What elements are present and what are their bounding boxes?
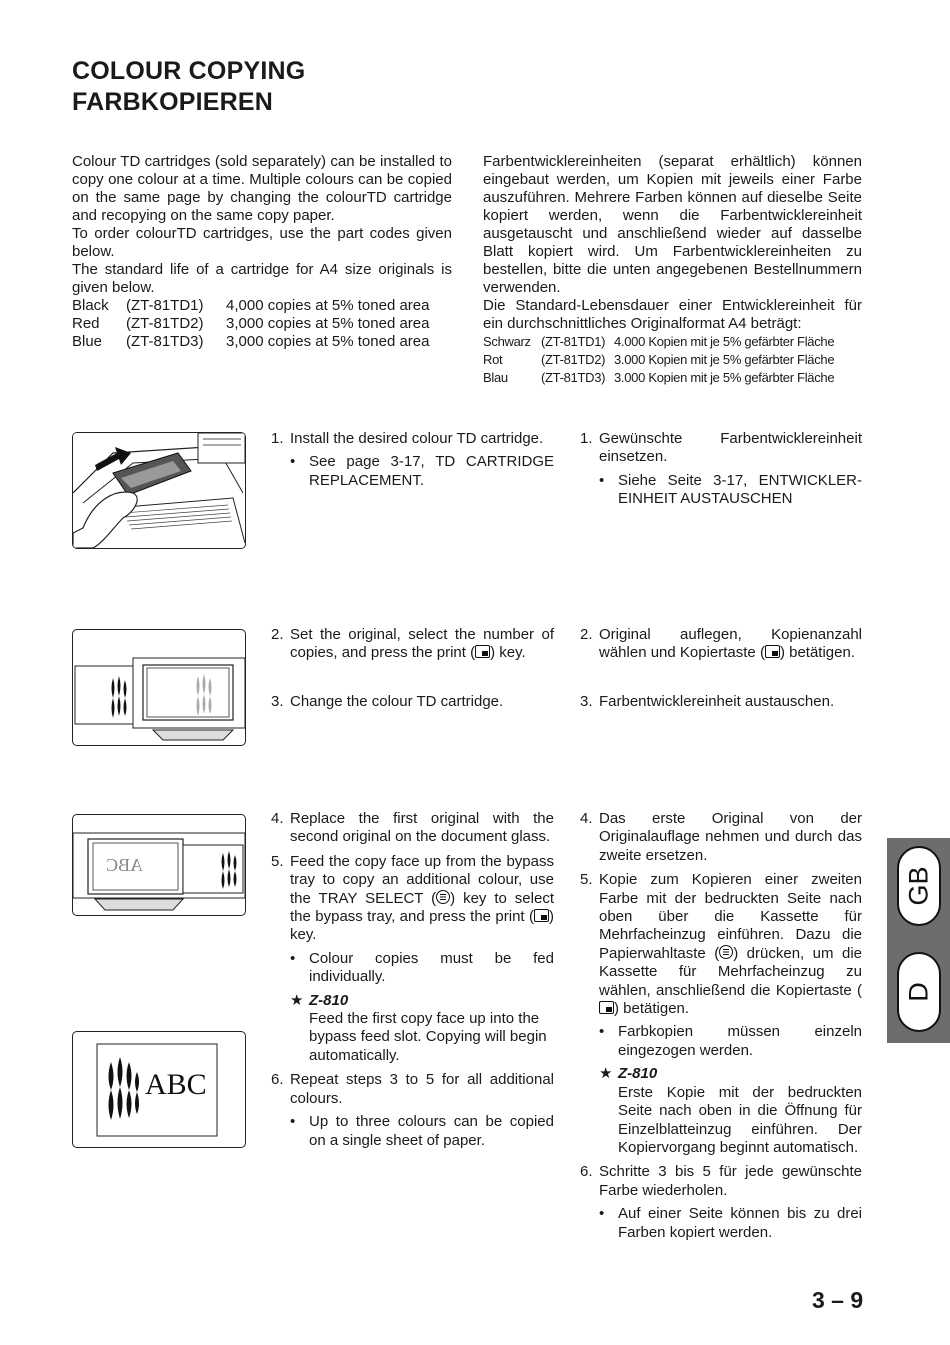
steps-en-4-6 xyxy=(271,810,554,1150)
print-key-icon xyxy=(534,909,549,922)
star-icon: ★ xyxy=(599,1065,613,1083)
step-6-de: 6. Schritte 3 bis 5 für jede gewünschte Farbe wiederholen. xyxy=(580,1163,862,1199)
table-row: Blue (ZT-81TD3) 3,000 copies at 5% toned area xyxy=(72,333,430,350)
intro-de-p2: Die Standard-Lebensdauer einer Entwicklereinheit für ein durchschnittliches Originalformat A4 beträgt: xyxy=(483,297,862,332)
step-3-en: 3. Change the colour TD cartridge. xyxy=(271,693,504,710)
tray-select-key-icon xyxy=(436,890,450,904)
step-1-en: 1. Install the desired colour TD cartridge. xyxy=(271,430,544,447)
tray-select-key-icon xyxy=(719,945,733,959)
page-number: 3 – 9 xyxy=(812,1287,864,1313)
step-2-en: 2. Set the original, select the number of copies, and press the print ( ) key. xyxy=(271,626,554,662)
table-row: Blau (ZT-81TD3) 3.000 Kopien mit je 5% gefärbter Fläche xyxy=(483,370,835,385)
table-row: Red (ZT-81TD2) 3,000 copies at 5% toned area xyxy=(72,315,430,332)
print-key-icon xyxy=(599,1001,614,1014)
steps-de-2 xyxy=(580,626,862,663)
step-1-de: 1. Gewünschte Farbentwicklereinheit einsetzen. xyxy=(580,430,862,466)
copier-second-original-illustration xyxy=(72,814,246,916)
step-5-de-bullet: • Farbkopien müssen einzeln eingezogen werden. xyxy=(599,1023,862,1059)
intro-en-p1: Colour TD cartridges (sold separately) can be installed to copy one colour at a time. Multiple colours can be copied on the same page by changing the colourTD cartridge and recopying on the same copy paper. xyxy=(72,153,452,224)
intro-en-p3: The standard life of a cartridge for A4 size originals is given below. xyxy=(72,261,452,296)
step-1-en-bullet: • See page 3-17, TD CARTRIDGE REPLACEMENT. xyxy=(290,453,554,489)
colour-copy-result-illustration xyxy=(72,1031,246,1148)
title-de: FARBKOPIEREN xyxy=(72,88,274,116)
steps-en-2 xyxy=(271,626,554,663)
print-key-icon xyxy=(475,645,490,658)
language-tab-d: D xyxy=(897,952,941,1032)
step-2-de: 2. Original auflegen, Kopienanzahl wählen und Kopiertaste ( ) betätigen. xyxy=(580,626,862,662)
table-row: Rot (ZT-81TD2) 3.000 Kopien mit je 5% gefärbter Fläche xyxy=(483,352,835,367)
step-5-de-model-note: ★ Z-810 Erste Kopie mit der bedruckten Seite nach oben in die Öffnung für Einzelblatteinzug einführen. Der Kopiervorgang beginnt automatisch. xyxy=(599,1065,862,1156)
step-6-de-bullet: • Auf einer Seite können bis zu drei Farben kopiert werden. xyxy=(599,1205,862,1241)
step-5-en: 5. Feed the copy face up from the bypass tray to copy an additional colour, use the TRAY SELECT ( ) key to select the bypass tray, and press the print ( ) key. xyxy=(271,852,554,944)
step-6-en: 6. Repeat steps 3 to 5 for all additional colours. xyxy=(271,1071,554,1107)
copier-original-illustration xyxy=(72,629,246,746)
cartridge-life-table-en xyxy=(72,297,429,351)
step-5-en-bullet: • Colour copies must be fed individually. xyxy=(290,949,554,986)
steps-de-3 xyxy=(580,693,862,711)
language-tab xyxy=(887,838,950,1043)
title-en: COLOUR COPYING xyxy=(72,57,306,85)
steps-de-1 xyxy=(580,430,862,509)
abc-text: ABC xyxy=(145,1068,207,1101)
steps-de-4-6 xyxy=(580,810,862,1242)
step-3-de: 3. Farbentwicklereinheit austauschen. xyxy=(580,693,835,710)
step-5-de: 5. Kopie zum Kopieren einer zweiten Farbe mit der bedruckten Seite nach oben über die Kassette für Mehrfacheinzug einführen. Dazu die Papierwahltaste ( ) drücken, um die Kassette für Mehrfacheinzug zu wählen, anschließend die Kopiertaste () betätigen. xyxy=(580,871,862,1018)
table-row: Black (ZT-81TD1) 4,000 copies at 5% toned area xyxy=(72,297,430,314)
step-1-de-bullet: • Siehe Seite 3-17, ENTWICKLER-EINHEIT AUSTAUSCHEN xyxy=(599,471,862,508)
steps-en-1 xyxy=(271,430,554,490)
intro-en xyxy=(72,153,452,351)
steps-en-3 xyxy=(271,693,554,711)
step-4-de: 4. Das erste Original von der Originalauflage nehmen und durch das zweite ersetzen. xyxy=(580,810,862,864)
intro-de-p1: Farbentwicklereinheiten (separat erhältlich) können eingebaut werden, um Kopien mit jeweils einer Farbe auszuführen. Mehrere Farben können auf dieselbe Seite kopiert werden, wenn die Farbentwicklereinheit ausgetauscht und anschließend wieder auf dasselbe Blatt kopiert wird. Um Farbentwicklereinheiten zu bestellen, bitte die unten angegebenen Bestellnummern verwenden. xyxy=(483,153,862,296)
intro-de xyxy=(483,153,862,387)
table-row: Schwarz (ZT-81TD1) 4.000 Kopien mit je 5% gefärbter Fläche xyxy=(483,334,835,349)
intro-en-p2: To order colourTD cartridges, use the part codes given below. xyxy=(72,225,452,260)
step-5-en-model-note: ★ Z-810 Feed the first copy face up into the bypass feed slot. Copying will begin automatically. xyxy=(290,991,547,1064)
abc-mirrored-text: ABC xyxy=(105,855,143,875)
language-tab-gb: GB xyxy=(897,846,941,926)
cartridge-install-illustration xyxy=(72,432,246,549)
page-title xyxy=(72,56,305,118)
print-key-icon xyxy=(765,645,780,658)
step-4-en: 4. Replace the first original with the second original on the document glass. xyxy=(271,810,554,846)
step-6-en-bullet: • Up to three colours can be copied on a single sheet of paper. xyxy=(290,1113,554,1149)
cartridge-life-table-de xyxy=(483,333,834,387)
star-icon: ★ xyxy=(290,991,304,1009)
